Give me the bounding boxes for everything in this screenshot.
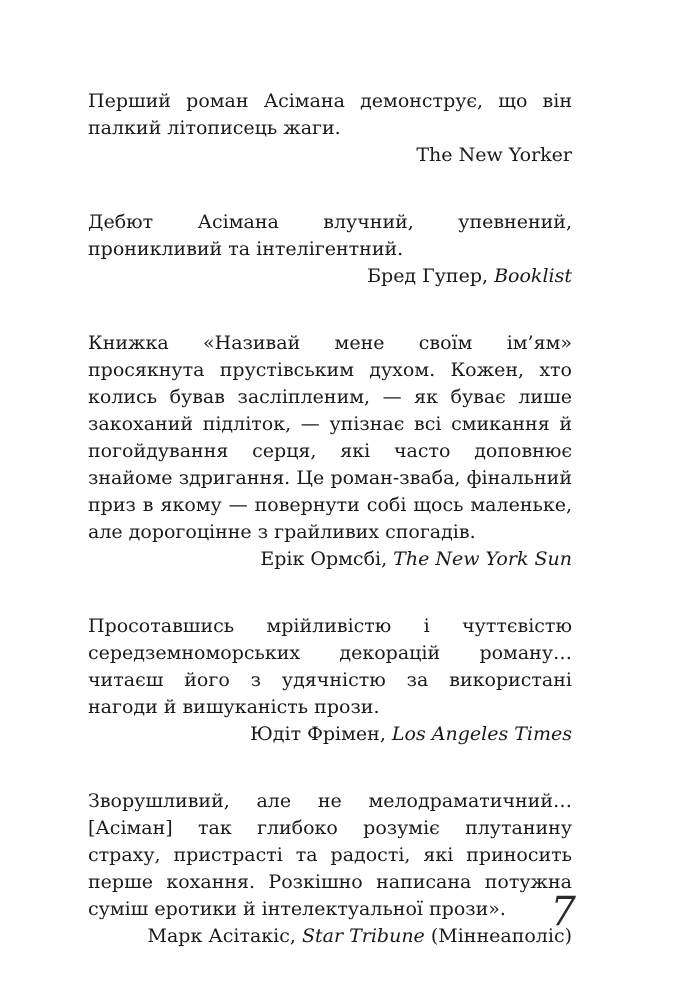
review-quote: Зворушливий, але не мелодраматичний… [Асіман] так глибоко розуміє плутанину страху, пристрасті та радості, які приносить перше кохання. Розкішно написана потужна суміш еротики й інтелектуальної прози». xyxy=(88,790,572,920)
review-attribution xyxy=(88,263,572,290)
review-quote: Дебют Асімана влучний, упевнений, проникливий та інтелігентний. xyxy=(88,211,572,260)
page-number: 7 xyxy=(550,889,576,935)
review-source: Star Tribune xyxy=(301,925,425,947)
review-quote: Перший роман Асімана демонструє, що він палкий літописець жаги. xyxy=(88,90,572,139)
review-attribution xyxy=(88,546,572,573)
review-author: Ерік Ормсбі, xyxy=(260,548,394,570)
review-blurb xyxy=(88,330,572,573)
review-blurb xyxy=(88,88,572,169)
review-quote: Книжка «Називай мене своїм ім’ям» просякнута прустівським духом. Кожен, хто колись бував засліпленим, — як буває лише закоханий підліток, — упізнає всі смикання й погойдування серця, які часто доповнює знайоме здригання. Це роман-зваба, фінальний приз в якому — повернути собі щось маленьке, але дорогоцінне з грайливих спогадів. xyxy=(88,332,572,543)
review-source-suffix: (Міннеаполіс) xyxy=(424,925,572,947)
review-blurb xyxy=(88,788,572,950)
review-author: Бред Гупер, xyxy=(367,265,495,287)
review-attribution xyxy=(88,142,572,169)
review-blurb xyxy=(88,209,572,290)
review-source: Los Angeles Times xyxy=(391,723,572,745)
review-author: Марк Асітакіс, xyxy=(147,925,302,947)
review-quotes-page xyxy=(88,88,572,990)
review-attribution xyxy=(88,721,572,748)
review-source: Booklist xyxy=(494,265,572,287)
review-source: The New York Sun xyxy=(393,548,572,570)
review-blurb xyxy=(88,613,572,748)
review-author: Юдіт Фрімен, xyxy=(250,723,392,745)
review-quote: Просотавшись мрійливістю і чуттєвістю середземноморських декорацій роману… читаєш його з удячністю за використані нагоди й вишуканість прози. xyxy=(88,615,572,718)
review-author: The New Yorker xyxy=(416,144,572,166)
review-attribution xyxy=(88,923,572,950)
